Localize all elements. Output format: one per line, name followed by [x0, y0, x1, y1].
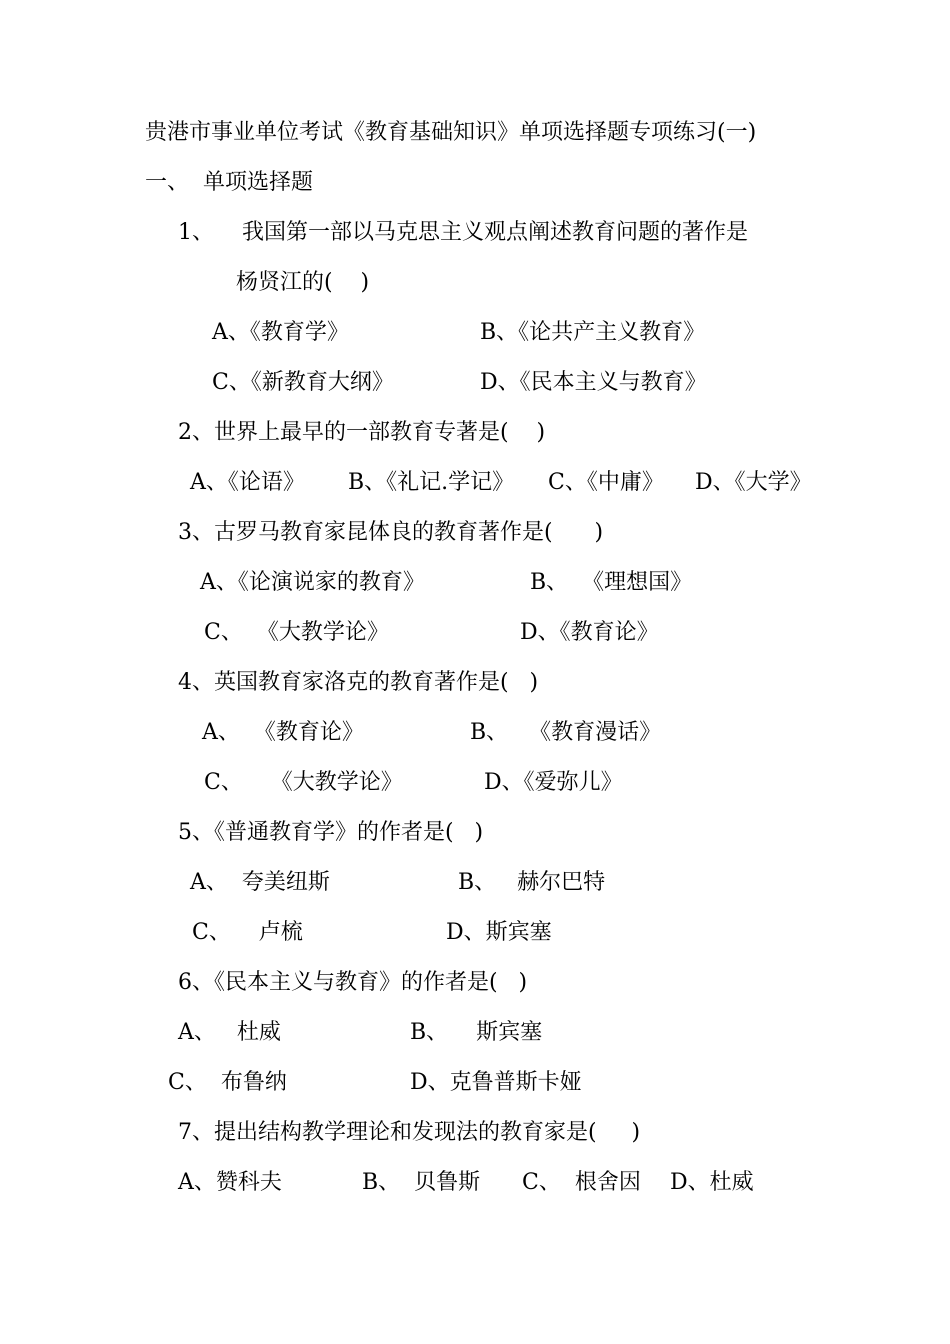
- option-d[interactable]: D、杜威: [670, 1170, 754, 1195]
- question-stem: 4、英国教育家洛克的教育著作是( ): [178, 670, 539, 695]
- option-a[interactable]: A、《教育学》: [212, 320, 349, 345]
- option-d[interactable]: D、《教育论》: [520, 620, 659, 645]
- option-d[interactable]: D、斯宾塞: [446, 920, 552, 945]
- option-d[interactable]: D、《爱弥儿》: [484, 770, 623, 795]
- option-c[interactable]: C、 根舍因: [522, 1170, 641, 1195]
- question-stem: 2、世界上最早的一部教育专著是( ): [178, 420, 546, 445]
- option-b[interactable]: B、 《教育漫话》: [470, 720, 662, 745]
- option-b[interactable]: B、 斯宾塞: [410, 1020, 543, 1045]
- question-stem: 3、古罗马教育家昆体良的教育著作是( ): [178, 520, 604, 545]
- option-c[interactable]: C、《新教育大纲》: [212, 370, 394, 395]
- option-b[interactable]: B、 贝鲁斯: [362, 1170, 481, 1195]
- option-a[interactable]: A、《论演说家的教育》: [200, 570, 425, 595]
- option-b[interactable]: B、 赫尔巴特: [458, 870, 606, 895]
- question-stem-continued: 杨贤江的( ): [236, 270, 370, 295]
- option-c[interactable]: C、 《大教学论》: [204, 770, 403, 795]
- option-b[interactable]: B、 《理想国》: [530, 570, 693, 595]
- option-a[interactable]: A、 《教育论》: [202, 720, 364, 745]
- question-stem: 6、《民本主义与教育》的作者是( ): [178, 970, 528, 995]
- option-c[interactable]: C、 《大教学论》: [204, 620, 389, 645]
- question-stem: 1、 我国第一部以马克思主义观点阐述教育问题的著作是: [178, 220, 748, 245]
- option-c[interactable]: C、 布鲁纳: [168, 1070, 287, 1095]
- option-d[interactable]: D、克鲁普斯卡娅: [410, 1070, 582, 1095]
- section-heading: 一、 单项选择题: [145, 170, 313, 195]
- option-d[interactable]: D、《民本主义与教育》: [480, 370, 707, 395]
- option-b[interactable]: B、《论共产主义教育》: [480, 320, 706, 345]
- option-d[interactable]: D、《大学》: [695, 470, 812, 495]
- option-a[interactable]: A、赞科夫: [178, 1170, 282, 1195]
- option-c[interactable]: C、《中庸》: [548, 470, 664, 495]
- option-b[interactable]: B、《礼记.学记》: [348, 470, 515, 495]
- question-stem: 5、《普通教育学》的作者是( ): [178, 820, 484, 845]
- option-a[interactable]: A、《论语》: [190, 470, 305, 495]
- document-title: 贵港市事业单位考试《教育基础知识》单项选择题专项练习(一): [145, 120, 757, 145]
- option-a[interactable]: A、 杜威: [178, 1020, 281, 1045]
- option-c[interactable]: C、 卢梳: [192, 920, 303, 945]
- option-a[interactable]: A、 夸美纽斯: [190, 870, 330, 895]
- question-stem: 7、提出结构教学理论和发现法的教育家是( ): [178, 1120, 641, 1145]
